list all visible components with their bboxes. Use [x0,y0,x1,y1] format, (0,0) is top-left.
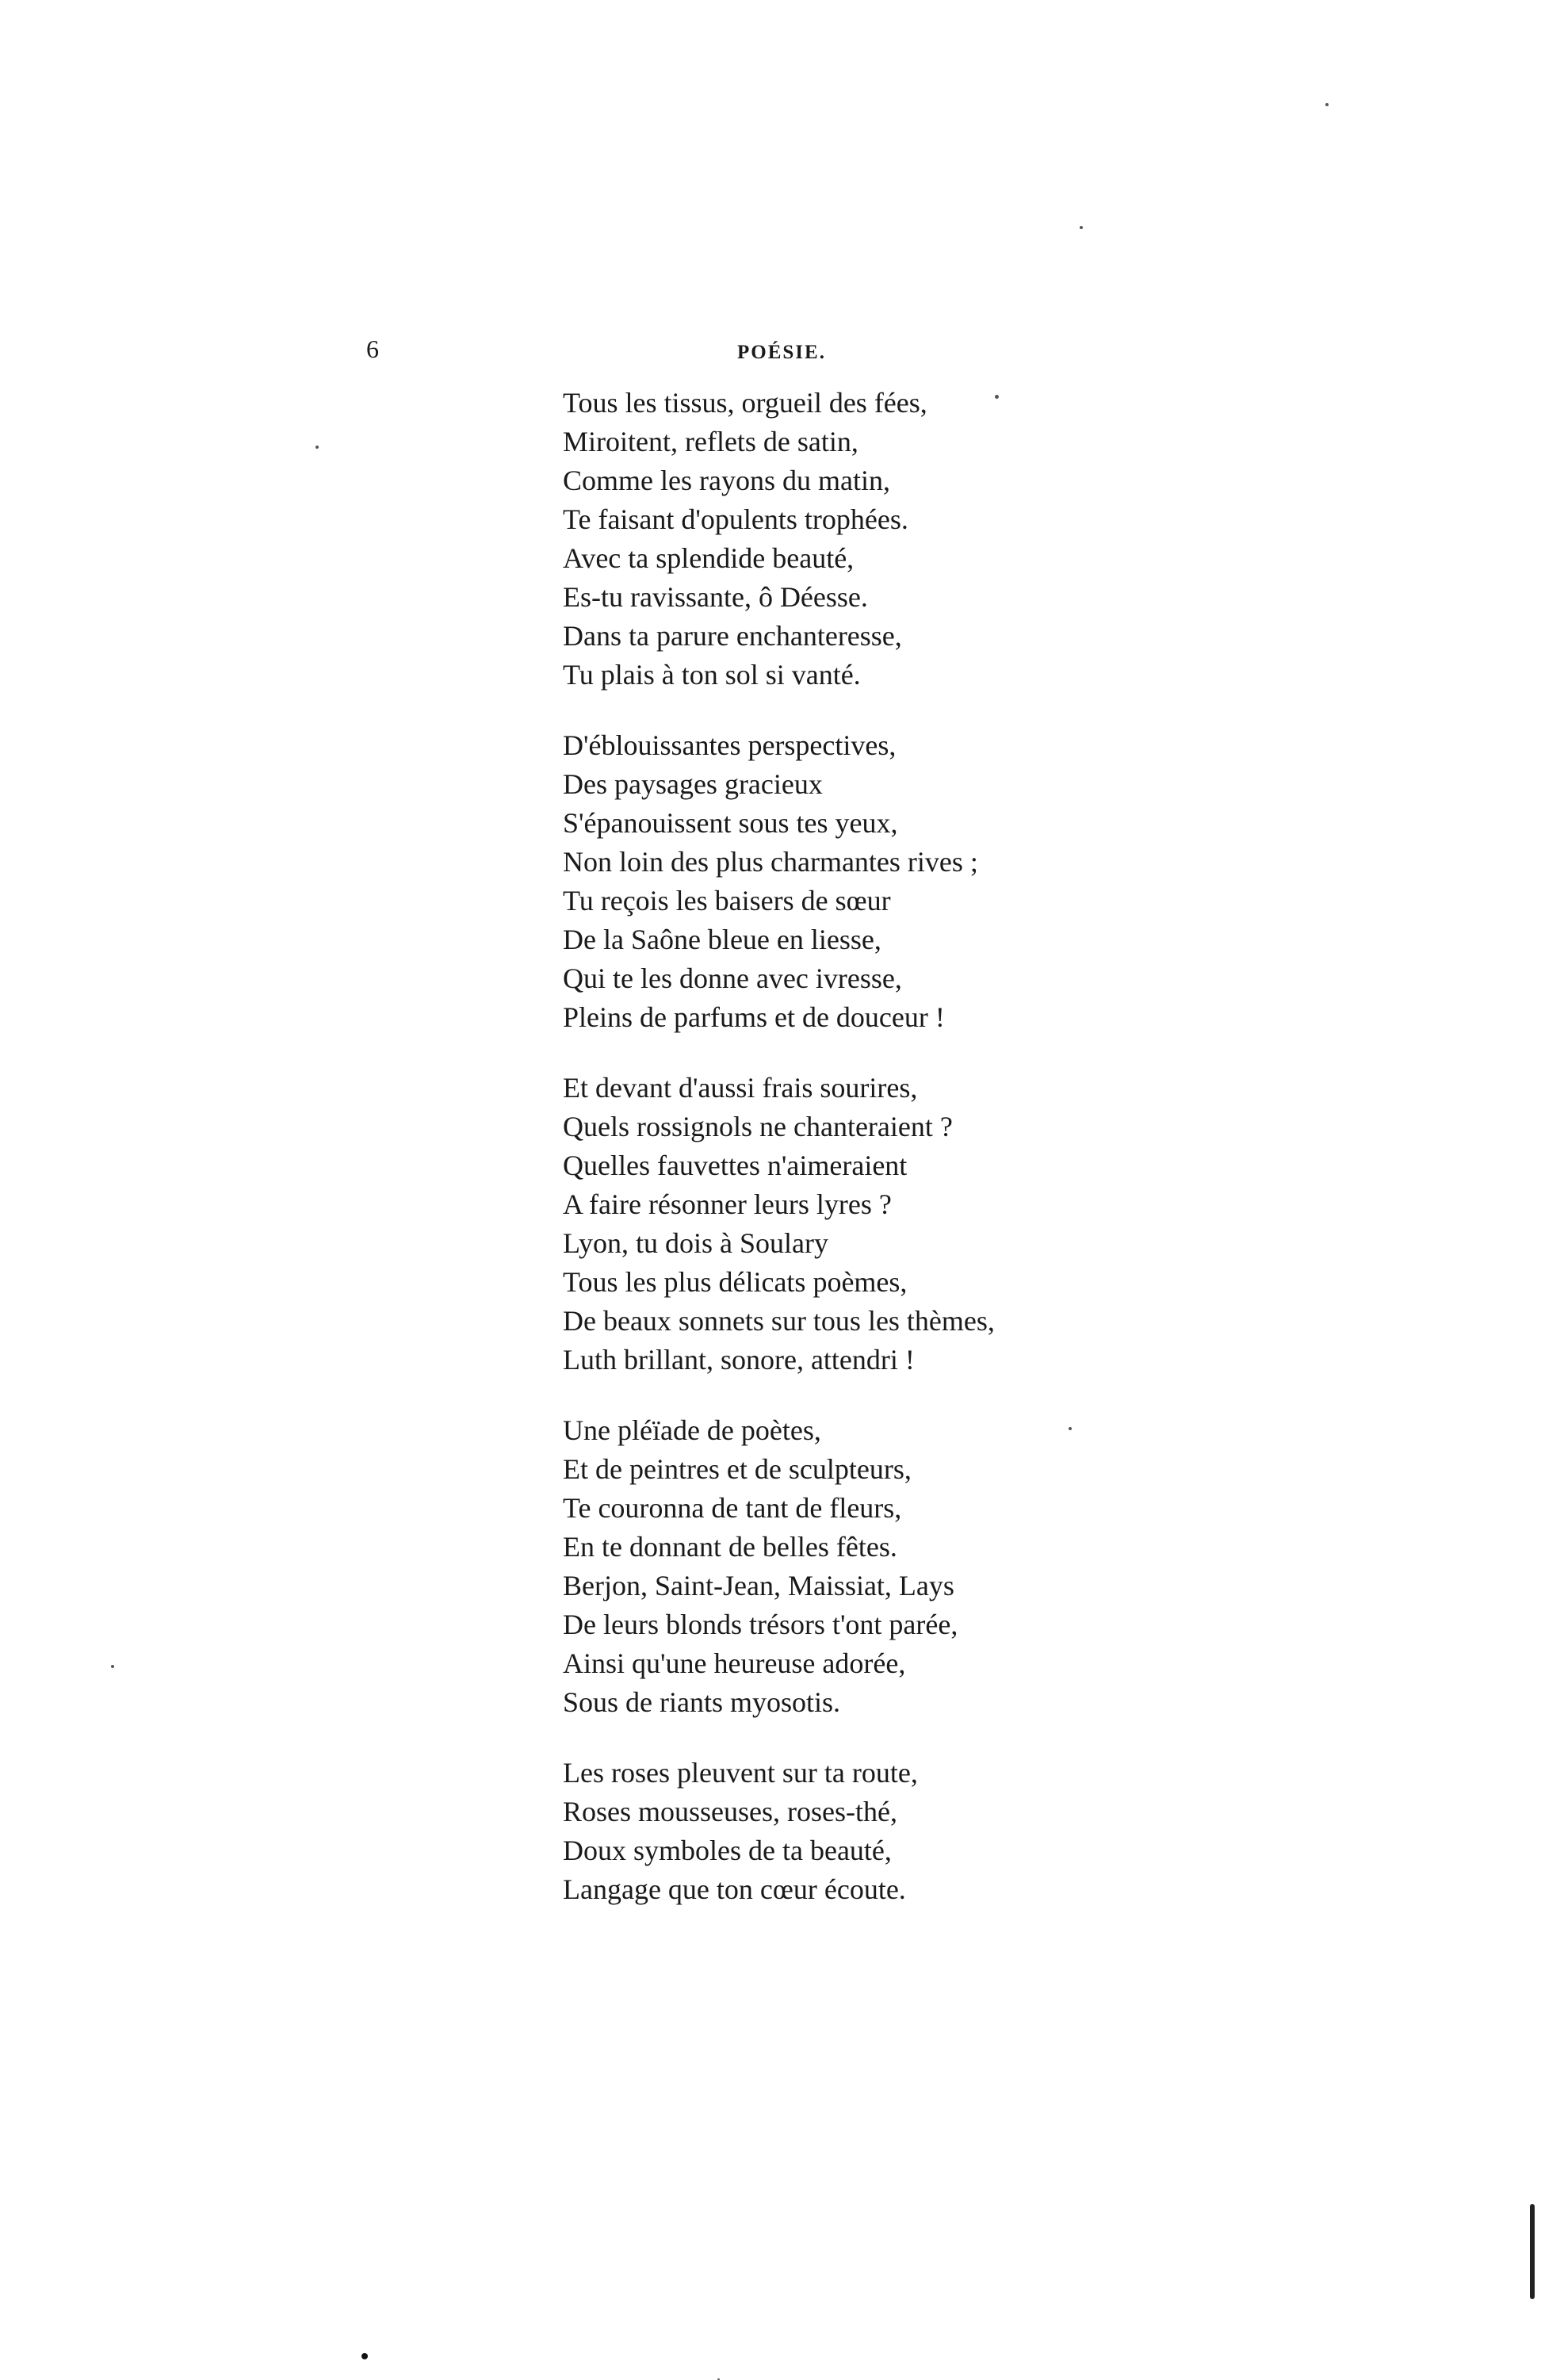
scan-speck [1080,226,1083,229]
stanza-4 [563,1411,1118,1722]
verse-line: Miroitent, reflets de satin, [563,426,858,457]
scan-speck [361,2353,368,2359]
verse-line: Ainsi qu'une heureuse adorée, [563,1647,906,1679]
scan-speck [995,395,999,399]
verse-line: Avec ta splendide beauté, [563,542,855,574]
verse-line: Non loin des plus charmantes rives ; [563,846,978,878]
verse-line: Tu plais à ton sol si vanté. [563,659,861,691]
verse-line: Pleins de parfums et de douceur ! [563,1001,945,1033]
verse-line: Langage que ton cœur écoute. [563,1873,906,1905]
verse-line: Dans ta parure enchanteresse, [563,620,902,652]
scan-speck [315,446,319,449]
verse-line: De la Saône bleue en liesse, [563,924,881,955]
verse-line: Les roses pleuvent sur ta route, [563,1757,918,1789]
verse-line: A faire résonner leurs lyres ? [563,1188,892,1220]
stanza-1 [563,384,1118,694]
stanza-2 [563,726,1118,1037]
verse-line: Tous les tissus, orgueil des fées, [563,387,927,419]
verse-line: Luth brillant, sonore, attendri ! [563,1344,915,1376]
verse-line: Comme les rayons du matin, [563,465,890,496]
running-title: POÉSIE. [737,342,826,363]
verse-line: Te faisant d'opulents trophées. [563,503,908,535]
scan-speck [1325,103,1329,106]
verse-line: Te couronna de tant de fleurs, [563,1492,902,1524]
verse-line: Et devant d'aussi frais sourires, [563,1072,918,1104]
verse-line: En te donnant de belles fêtes. [563,1531,897,1563]
verse-line: S'épanouissent sous tes yeux, [563,807,898,839]
scan-speck [1069,1427,1072,1430]
verse-line: Tous les plus délicats poèmes, [563,1266,908,1298]
verse-line: Des paysages gracieux [563,768,823,800]
scan-speck [111,1665,114,1668]
verse-line: Sous de riants myosotis. [563,1686,841,1718]
verse-line: Es-tu ravissante, ô Déesse. [563,581,868,613]
verse-line: Doux symboles de ta beauté, [563,1835,892,1866]
verse-line: Lyon, tu dois à Soulary [563,1227,828,1259]
edge-mark [1530,2204,1535,2299]
verse-line: De leurs blonds trésors t'ont parée, [563,1609,958,1640]
page-number: 6 [366,335,379,363]
poem [563,384,1118,1941]
verse-line: Quels rossignols ne chanteraient ? [563,1111,953,1142]
verse-line: D'éblouissantes perspectives, [563,729,897,761]
verse-line: De beaux sonnets sur tous les thèmes, [563,1305,995,1337]
verse-line: Qui te les donne avec ivresse, [563,962,902,994]
verse-line: Berjon, Saint-Jean, Maissiat, Lays [563,1570,954,1601]
stanza-5 [563,1754,1118,1909]
verse-line: Quelles fauvettes n'aimeraient [563,1150,908,1181]
verse-line: Et de peintres et de sculpteurs, [563,1453,912,1485]
stanza-3 [563,1069,1118,1379]
verse-line: Roses mousseuses, roses-thé, [563,1796,897,1827]
verse-line: Tu reçois les baisers de sœur [563,885,891,916]
verse-line: Une pléïade de poètes, [563,1414,821,1446]
